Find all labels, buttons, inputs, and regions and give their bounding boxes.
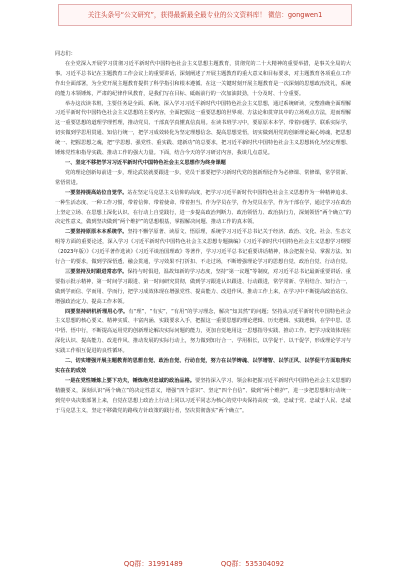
paragraph-list (55, 60, 351, 417)
paragraph-lead: 四要坚持研机析理用心学。 (65, 308, 129, 315)
body-paragraph (55, 100, 351, 159)
paragraph-text: 一、坚定不移把学习习近平新时代中国特色社会主义思想作为终身课题 (65, 159, 226, 166)
paragraph-text: 在全党深入开展学习贯彻习近平新时代中国特色社会主义思想主题教育，贯彻党的二十大精神的重要举措，是事关全局的大事。习近平总书记在主题教育工作会议上的重要讲话，深刻阐述了开展主题教育的重大意义和目标要求，对主题教育各项重点工作作出全面部署，为全党开展主题教育提供了科学指引和根本遵循。在这一关键时刻开展主题教育是一次深刻的思想政治洗礼，系统的能力本领锤炼，严肃的纪律作风教育，是我们写在目标、砥砺前行的一次加油鼓劲，十分及时、十分重要。 (55, 60, 351, 97)
paragraph-text: 坚持不懈学原著、读原文、悟原理，系统学习习近平总书记关于经济、政治、文化、社会、生态文明等方面的重要论述，深入学习《习近平新时代中国特色社会主义思想专题摘编》《习近平新时代中国特色社会主义思想学习纲要（2023年版）》《习近平著作选读》《习近平谈治国理政》等著作，学习习近平总书记重要讲话精神，体会把握全局、掌握方法、知行合一的要求，做到学深悟透、融会贯通，学习效果不打折扣、不走过场，不断增强理论学习的思想自觉、政治自觉、行动自觉。 (55, 229, 351, 266)
paragraph-text: 有“理”，“有实”，“有用”的学习理念，解决“知其然”的问题；坚持从习近平新时代中国特色社会主义思想的核心要义、精神实质、丰富内涵、实践要求入手，把握这一重要思想的理论逻辑、历史逻辑、实践逻辑，在学中思、思中悟、悟中行，不断提高运用党的创新理论解决实际问题的能力，更加自觉地用这一思想指导实践、推动工作。把学习成效体现在深化认识、提高能力、改进作风、推动发展的实际行动上，努力做到知行合一、学用相长，以学促干、以干促学，形成理论学习与实践工作相互促进的良性循环。 (55, 308, 351, 355)
body-paragraph (55, 169, 351, 189)
body-paragraph (55, 60, 351, 100)
paragraph-text: 保持与时俱进，温故知新的学习态度，坚持“第一议题”等制度，对习近平总书记最新重要讲话、重要指示批示精神，第一时间学习跟进、第一时间研究贯彻，做到学习跟进认识跟进、行动跟进，常学常新、学用结合、知行合一，做到学而信、学而用、学而行，把学习成效体现在增强党性、提高能力、改进作风、推动工作上来，在学习中不断提高政治站位、增强政治定力、提高工作本领。 (55, 268, 351, 305)
footer-qq-group-2: QQ群：535304092 (220, 560, 285, 568)
body-paragraph (55, 268, 351, 308)
paragraph-lead: 二要坚持原原本本系统学。 (65, 229, 128, 236)
paragraph-text: 二、切实增强开展主题教育的思想自觉、政治自觉、行动自觉，努力在以学铸魂、以学增智、以学正风、以学促干方面取得实实在在的成效 (55, 358, 351, 374)
promo-banner: 关注头条号“公文研究”，获得最新最全最专业的公文资料库！ 微信：gongwen1 (58, 4, 352, 26)
body-paragraph (55, 189, 351, 229)
body-paragraph (55, 377, 351, 417)
body-paragraph (55, 308, 351, 358)
document-body (55, 50, 351, 417)
body-paragraph (55, 228, 351, 268)
paragraph-text: 站在坚定马克思主义信仰的高度，把学习习近平新时代中国特色社会主义思想作为一种精神追求、一种生活态度、一种工作习惯，带着信仰、带着使命、带着担当。作为学员在学，作为党员在学，作为干部在学，通过学习在政治上坚定立场、在思想上深化认识、在行动上自觉践行，进一步提高政治判断力、政治领悟力、政治执行力，深刻领悟“两个确立”的决定性意义，做到坚决做到“两个维护”的思想根基，掌握解决问题、推动工作的真本领。 (55, 189, 351, 226)
paragraph-lead: 一是在党性锤炼上要下功夫，锤炼绝对忠诚的政治品格。 (65, 377, 195, 384)
paragraph-lead: 一要坚持提高站位自觉学。 (65, 189, 128, 196)
salutation: 同志们： (55, 51, 76, 57)
footer (0, 558, 408, 568)
paragraph-text: 党的理论创新每前进一步，理论武装就要跟进一步。党员干部要把学习新时代党的创新理论作为必修课、常修课，常学常新、常悟常进。 (55, 169, 351, 186)
paragraph-text: 要坚持深入学习、领会和把握习近平新时代中国特色社会主义思想的精髓要义，深刻认识“两个确立”的决定性意义，增强“四个意识”、坚定“四个自信”、做到“两个维护”，进一步把思想和行动统一到党中央决策部署上来，自觉在思想上政治上行动上同以习近平同志为核心的党中央保持高度一致，忠诚于党、忠诚于人民、忠诚于马克思主义，坚定不移做党的路线方针政策的践行者，坚决贯彻落实“两个确立”。 (55, 377, 351, 414)
paragraph-text: 举办这次读书班，主要任务是全面、系统、深入学习习近平新时代中国特色社会主义思想，通过系统研读，完整准确全面理解习近平新时代中国特色社会主义思想的主要内容，全面把握这一重要思想的世界观、方法论和贯穿其中的立场观点方法，进而理解这一重要思想的道理学理哲理，推动党员、干部真学真懂真信真用。在读书班学习中，要原原本本学、带着问题学、联系实际学，切实做到学思用贯通、知信行统一，把学习成效转化为坚定理想信念、提高思想觉悟，切实做到用党的创新理论凝心铸魂，把思想统一、把握思想之魂，把“学思想、强党性、重实践、建新功”的总要求，把习近平新时代中国特色社会主义思想转化为坚定理想、锤炼党性和指导实践、推动工作的强大力量。下面，结合今天的学习研讨内容，我谈几点意见。 (55, 100, 351, 157)
section-heading (55, 159, 351, 169)
footer-qq-group-1: QQ群：31991489 (123, 560, 183, 568)
section-heading (55, 357, 351, 377)
paragraph-lead: 三要坚持及时跟进常态学。 (65, 268, 128, 275)
